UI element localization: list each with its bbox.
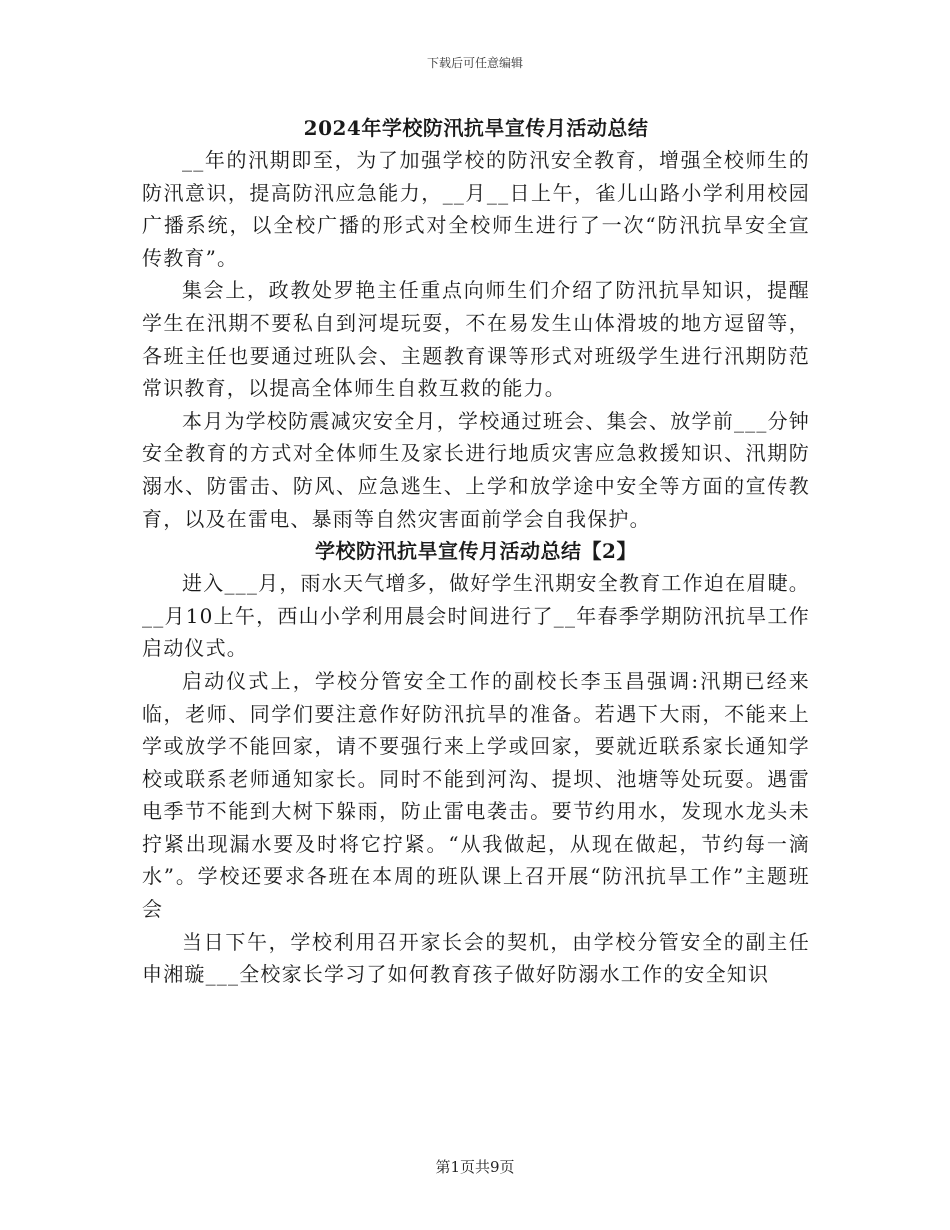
section1-paragraph-2: 集会上，政教处罗艳主任重点向师生们介绍了防汛抗旱知识，提醒学生在汛期不要私自到河堤玩耍，不在易发生山体滑坡的地方逗留等，各班主任也要通过班队会、主题教育课等形式对班级学生进行汛期防范常识教育，以提高全体师生自救互救的能力。	[142, 278, 810, 401]
section2-paragraph-1: 进入___月，雨水天气增多，做好学生汛期安全教育工作迫在眉睫。__月10上午，西山小学利用晨会时间进行了__年春季学期防汛抗旱工作启动仪式。	[142, 571, 810, 661]
section2-title: 学校防汛抗旱宣传月活动总结【2】	[315, 539, 637, 564]
document-body	[142, 112, 810, 991]
section2-paragraph-2: 启动仪式上，学校分管安全工作的副校长李玉昌强调:汛期已经来临，老师、同学们要注意作好防汛抗旱的准备。若遇下大雨，不能来上学或放学不能回家，请不要强行来上学或回家，要就近联系家长通知学校或联系老师通知家长。同时不能到河沟、提坝、池塘等处玩耍。遇雷电季节不能到大树下躲雨，防止雷电袭击。要节约用水，发现水龙头未拧紧出现漏水要及时将它拧紧。“从我做起，从现在做起，节约每一滴水”。学校还要求各班在本周的班队课上召开展“防汛抗旱工作”主题班会	[142, 668, 810, 922]
header-note: 下载后可任意编辑	[426, 56, 523, 70]
page-number: 第1页共9页	[435, 1158, 515, 1176]
section1-title: 2024年学校防汛抗旱宣传月活动总结	[303, 116, 649, 140]
section1-paragraph-1: __年的汛期即至，为了加强学校的防汛安全教育，增强全校师生的防汛意识，提高防汛应急能力，__月__日上午，雀儿山路小学利用校园广播系统，以全校广播的形式对全校师生进行了一次“防汛抗旱安全宣传教育”。	[142, 148, 810, 270]
section1-paragraph-3: 本月为学校防震减灾安全月，学校通过班会、集会、放学前___分钟安全教育的方式对全体师生及家长进行地质灾害应急救援知识、汛期防溺水、防雷击、防风、应急逃生、上学和放学途中安全等方面的宣传教育，以及在雷电、暴雨等自然灾害面前学会自我保护。	[142, 408, 810, 531]
section2-paragraph-3: 当日下午，学校利用召开家长会的契机，由学校分管安全的副主任申湘璇___全校家长学习了如何教育孩子做好防溺水工作的安全知识	[142, 929, 810, 987]
